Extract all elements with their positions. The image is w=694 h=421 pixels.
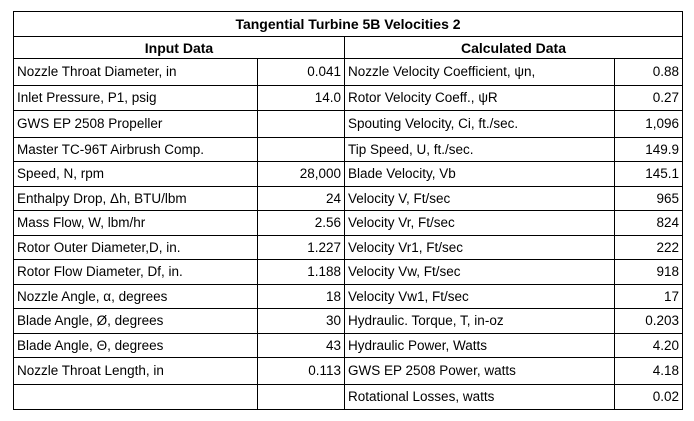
input-value-cell bbox=[258, 110, 345, 137]
calculated-value-cell: 4.20 bbox=[615, 333, 683, 358]
input-value-cell: 0.041 bbox=[258, 59, 345, 86]
calculated-label-cell: Velocity Vr1, Ft/sec bbox=[345, 235, 615, 260]
calculated-label-cell: Velocity Vw, Ft/sec bbox=[345, 260, 615, 285]
input-label-cell bbox=[14, 385, 258, 410]
input-value-cell: 28,000 bbox=[258, 162, 345, 187]
calculated-label-cell: Spouting Velocity, Ci, ft./sec. bbox=[345, 110, 615, 137]
input-label-cell: Nozzle Throat Diameter, in bbox=[14, 59, 258, 86]
calculated-value-cell: 824 bbox=[615, 211, 683, 236]
calculated-label-cell: Hydraulic Power, Watts bbox=[345, 333, 615, 358]
calculated-label-cell: Blade Velocity, Vb bbox=[345, 162, 615, 187]
input-label-cell: Nozzle Throat Length, in bbox=[14, 358, 258, 385]
calculated-label-cell: Rotational Losses, watts bbox=[345, 385, 615, 410]
calculated-value-cell: 149.9 bbox=[615, 137, 683, 162]
input-value-cell: 14.0 bbox=[258, 86, 345, 111]
table-row bbox=[14, 211, 683, 236]
table-row bbox=[14, 260, 683, 285]
calculated-value-cell: 918 bbox=[615, 260, 683, 285]
calculated-value-cell: 0.203 bbox=[615, 309, 683, 334]
input-value-cell: 1.227 bbox=[258, 235, 345, 260]
input-label-cell: Rotor Flow Diameter, Df, in. bbox=[14, 260, 258, 285]
table-row bbox=[14, 162, 683, 187]
input-label-cell: Speed, N, rpm bbox=[14, 162, 258, 187]
calculated-value-cell: 4.18 bbox=[615, 358, 683, 385]
input-value-cell bbox=[258, 137, 345, 162]
table-row bbox=[14, 385, 683, 410]
table-row bbox=[14, 186, 683, 211]
calculated-value-cell: 0.27 bbox=[615, 86, 683, 111]
calculated-label-cell: Nozzle Velocity Coefficient, ψn, bbox=[345, 59, 615, 86]
input-data-header: Input Data bbox=[14, 37, 345, 59]
table-row bbox=[14, 235, 683, 260]
calculated-value-cell: 145.1 bbox=[615, 162, 683, 187]
table-row bbox=[14, 59, 683, 86]
calculated-label-cell: Velocity Vw1, Ft/sec bbox=[345, 284, 615, 309]
table-row bbox=[14, 358, 683, 385]
calculated-value-cell: 222 bbox=[615, 235, 683, 260]
table-row bbox=[14, 86, 683, 111]
calculated-label-cell: Hydraulic. Torque, T, in-oz bbox=[345, 309, 615, 334]
table-row bbox=[14, 137, 683, 162]
input-value-cell: 1.188 bbox=[258, 260, 345, 285]
input-label-cell: Blade Angle, Ø, degrees bbox=[14, 309, 258, 334]
table-row bbox=[14, 309, 683, 334]
calculated-value-cell: 0.02 bbox=[615, 385, 683, 410]
input-value-cell: 18 bbox=[258, 284, 345, 309]
input-label-cell: Inlet Pressure, P1, psig bbox=[14, 86, 258, 111]
calculated-label-cell: GWS EP 2508 Power, watts bbox=[345, 358, 615, 385]
input-label-cell: Rotor Outer Diameter,D, in. bbox=[14, 235, 258, 260]
calculated-label-cell: Rotor Velocity Coeff., ψR bbox=[345, 86, 615, 111]
table-row bbox=[14, 333, 683, 358]
turbine-velocities-table bbox=[13, 11, 683, 410]
calculated-data-header: Calculated Data bbox=[345, 37, 683, 59]
table-row bbox=[14, 284, 683, 309]
input-value-cell: 24 bbox=[258, 186, 345, 211]
input-value-cell: 30 bbox=[258, 309, 345, 334]
calculated-label-cell: Velocity V, Ft/sec bbox=[345, 186, 615, 211]
table-row bbox=[14, 110, 683, 137]
input-label-cell: Blade Angle, Θ, degrees bbox=[14, 333, 258, 358]
input-value-cell: 43 bbox=[258, 333, 345, 358]
input-label-cell: Nozzle Angle, α, degrees bbox=[14, 284, 258, 309]
calculated-label-cell: Tip Speed, U, ft./sec. bbox=[345, 137, 615, 162]
calculated-value-cell: 965 bbox=[615, 186, 683, 211]
input-label-cell: Enthalpy Drop, Δh, BTU/lbm bbox=[14, 186, 258, 211]
calculated-value-cell: 1,096 bbox=[615, 110, 683, 137]
calculated-value-cell: 0.88 bbox=[615, 59, 683, 86]
table-title: Tangential Turbine 5B Velocities 2 bbox=[14, 12, 683, 37]
input-value-cell bbox=[258, 385, 345, 410]
input-label-cell: Master TC-96T Airbrush Comp. bbox=[14, 137, 258, 162]
input-label-cell: GWS EP 2508 Propeller bbox=[14, 110, 258, 137]
calculated-value-cell: 17 bbox=[615, 284, 683, 309]
calculated-label-cell: Velocity Vr, Ft/sec bbox=[345, 211, 615, 236]
input-value-cell: 0.113 bbox=[258, 358, 345, 385]
input-value-cell: 2.56 bbox=[258, 211, 345, 236]
input-label-cell: Mass Flow, W, lbm/hr bbox=[14, 211, 258, 236]
